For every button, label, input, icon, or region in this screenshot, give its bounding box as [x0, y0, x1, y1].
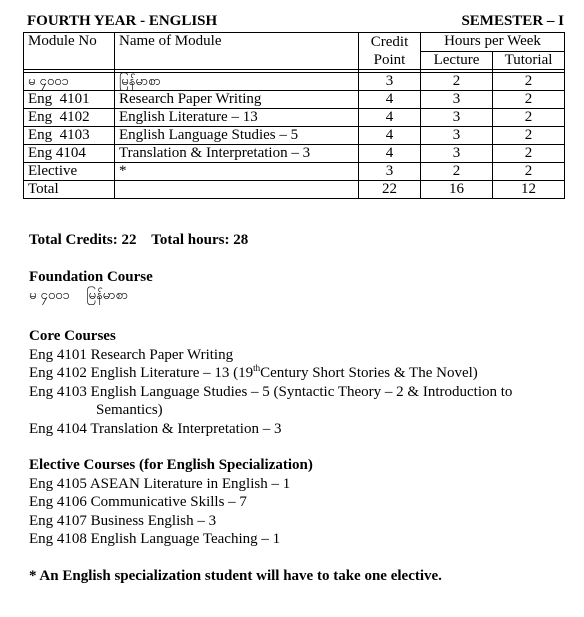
module-credit: 3 — [359, 163, 421, 181]
module-credit: 3 — [359, 73, 421, 91]
module-lecture: 2 — [421, 73, 493, 91]
module-tutorial: 2 — [493, 109, 565, 127]
module-name: မြန်မာစာ — [115, 73, 359, 91]
core-item: Eng 4104 Translation & Interpretation – 3 — [29, 420, 282, 437]
module-credit: 4 — [359, 91, 421, 109]
table-total-row — [24, 181, 565, 199]
module-code: Eng 4102 — [24, 109, 115, 127]
foundation-item: မ ၄၀၀၁ မြန်မာစာ — [29, 287, 129, 303]
core-item-superscript: th — [253, 363, 261, 373]
modules-table — [23, 32, 565, 199]
module-tutorial: 2 — [493, 145, 565, 163]
table-row — [24, 163, 565, 181]
module-credit: 4 — [359, 109, 421, 127]
core-item — [29, 364, 512, 383]
col-credit — [359, 33, 421, 70]
year-title: FOURTH YEAR - ENGLISH — [27, 13, 218, 29]
module-name: Research Paper Writing — [115, 91, 359, 109]
col-lecture: Lecture — [421, 51, 493, 70]
core-item: Eng 4103 English Language Studies – 5 (Syntactic Theory – 2 & Introduction to — [29, 383, 513, 400]
elective-heading: Elective Courses (for English Specialization) — [29, 457, 313, 473]
module-code: မ ၄၀၀၁ — [24, 73, 115, 91]
module-tutorial: 2 — [493, 127, 565, 145]
table-row — [24, 109, 565, 127]
module-lecture: 3 — [421, 109, 493, 127]
core-item-continuation: Semantics) — [96, 402, 163, 418]
total-empty — [115, 181, 359, 199]
total-credit: 22 — [359, 181, 421, 199]
col-credit-line2: Point — [373, 52, 406, 68]
module-lecture: 3 — [421, 145, 493, 163]
core-item-text-continued: Century Short Stories & The Novel) — [260, 365, 478, 381]
core-section — [29, 327, 512, 438]
module-tutorial: 2 — [493, 73, 565, 91]
table-header-row — [24, 33, 565, 52]
module-code: Eng 4101 — [24, 91, 115, 109]
module-code: Eng 4104 — [24, 145, 115, 163]
core-heading: Core Courses — [29, 328, 116, 344]
module-name: * — [115, 163, 359, 181]
module-code: Eng 4103 — [24, 127, 115, 145]
core-item-text: Eng 4102 English Literature – 13 (19 — [29, 365, 254, 381]
foundation-section — [29, 268, 153, 305]
foundation-heading: Foundation Course — [29, 269, 153, 285]
module-lecture: 2 — [421, 163, 493, 181]
module-name: English Literature – 13 — [115, 109, 359, 127]
elective-section — [29, 456, 313, 549]
semester-title: SEMESTER – I — [461, 13, 564, 29]
module-lecture: 3 — [421, 127, 493, 145]
module-name: Translation & Interpretation – 3 — [115, 145, 359, 163]
core-item: Eng 4101 Research Paper Writing — [29, 346, 234, 363]
module-code: Elective — [24, 163, 115, 181]
total-label: Total — [24, 181, 115, 199]
module-credit: 4 — [359, 145, 421, 163]
page-header — [24, 13, 564, 31]
total-tutorial: 12 — [493, 181, 565, 199]
module-lecture: 3 — [421, 91, 493, 109]
elective-note: * An English specialization student will have to take one elective. — [29, 568, 442, 584]
col-tutorial: Tutorial — [493, 51, 565, 70]
table-row — [24, 145, 565, 163]
table-row — [24, 73, 565, 91]
col-module-no: Module No — [24, 33, 115, 70]
module-tutorial: 2 — [493, 163, 565, 181]
elective-item: Eng 4105 ASEAN Literature in English – 1 — [29, 475, 291, 492]
module-tutorial: 2 — [493, 91, 565, 109]
col-hours: Hours per Week — [421, 33, 565, 52]
module-credit: 4 — [359, 127, 421, 145]
elective-item: Eng 4107 Business English – 3 — [29, 512, 217, 529]
table-row — [24, 127, 565, 145]
module-name: English Language Studies – 5 — [115, 127, 359, 145]
totals-summary: Total Credits: 22 Total hours: 28 — [29, 232, 249, 248]
col-name: Name of Module — [115, 33, 359, 70]
table-row — [24, 91, 565, 109]
elective-item: Eng 4106 Communicative Skills – 7 — [29, 494, 247, 510]
total-lecture: 16 — [421, 181, 493, 199]
elective-item: Eng 4108 English Language Teaching – 1 — [29, 531, 281, 547]
col-credit-line1: Credit — [370, 34, 409, 50]
